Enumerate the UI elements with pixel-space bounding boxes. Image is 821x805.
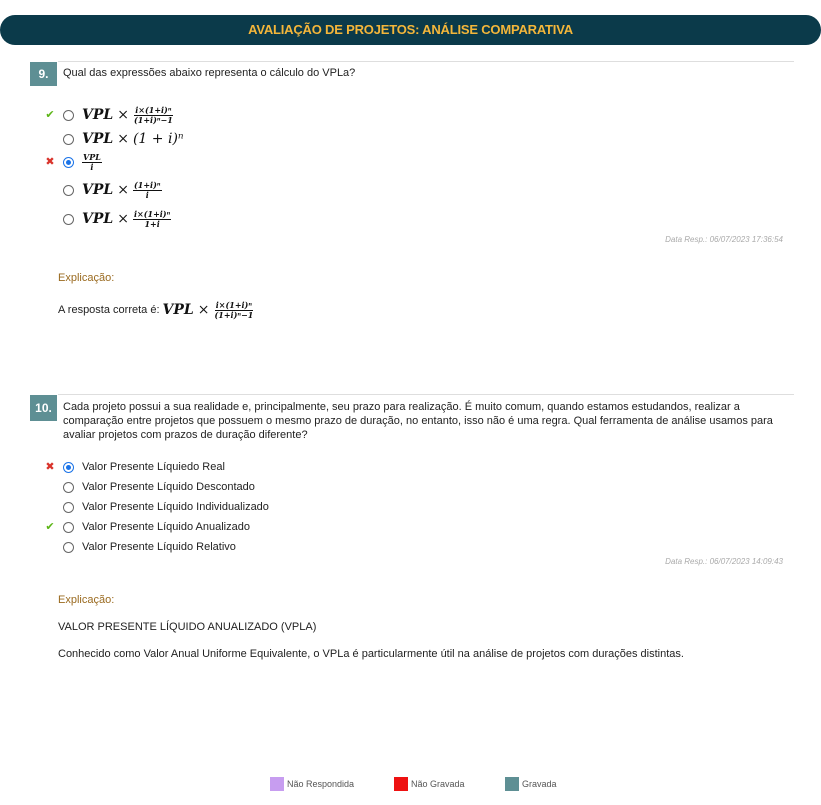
option-label: Valor Presente Líquido Descontado: [82, 481, 255, 493]
radio-button[interactable]: [63, 110, 74, 121]
radio-button[interactable]: [63, 502, 74, 513]
question-divider: [58, 61, 794, 62]
q10-option-5[interactable]: [63, 538, 236, 556]
legend-swatch: [394, 777, 408, 791]
q9-option-2[interactable]: [63, 130, 184, 148]
q10-option-1[interactable]: [63, 458, 225, 476]
explanation-text: Conhecido como Valor Anual Uniforme Equivalente, o VPLa é particularmente útil na análise de projetos com durações distintas.: [58, 648, 684, 660]
option-formula: VPL × $\frac{\text{i×(1+i)ⁿ}}{\text{(1+i)ⁿ−1}}$: [82, 104, 173, 125]
radio-button[interactable]: [63, 134, 74, 145]
question-number-badge: 10.: [30, 395, 57, 421]
radio-button-selected[interactable]: [63, 462, 74, 473]
legend-swatch: [270, 777, 284, 791]
radio-button[interactable]: [63, 522, 74, 533]
option-label: Valor Presente Líquiedo Real: [82, 461, 225, 473]
q9-option-4[interactable]: [63, 181, 162, 199]
legend-item-not-saved: Não Gravada: [394, 777, 465, 791]
radio-button[interactable]: [63, 482, 74, 493]
explanation-label: Explicação:: [58, 594, 115, 606]
explanation-answer: A resposta correta é: VPL × $\frac{\text{i×(1+i)ⁿ}}{\text{(1+i)ⁿ−1}}$: [58, 299, 254, 320]
response-date: Data Resp.: 06/07/2023 14:09:43: [665, 557, 783, 566]
correct-check-icon: ✔: [45, 109, 55, 121]
radio-button[interactable]: [63, 185, 74, 196]
option-label: Valor Presente Líquido Individualizado: [82, 501, 269, 513]
wrong-x-icon: ✖: [45, 461, 55, 473]
option-label: Valor Presente Líquido Relativo: [82, 541, 236, 553]
q10-option-2[interactable]: [63, 478, 255, 496]
legend-item-unanswered: Não Respondida: [270, 777, 354, 791]
option-label: Valor Presente Líquido Anualizado: [82, 521, 250, 533]
response-date: Data Resp.: 06/07/2023 17:36:54: [665, 235, 783, 244]
option-formula: $\frac{\text{VPL}}{i}$: [83, 151, 101, 172]
q10-option-3[interactable]: [63, 498, 269, 516]
option-formula: VPL × $\frac{\text{i×(1+i)ⁿ}}{1+i}$: [82, 208, 171, 229]
explanation-label: Explicação:: [58, 272, 115, 284]
option-formula: VPL × $\frac{\text{(1+i)ⁿ}}{i}$: [82, 179, 161, 200]
q10-option-4[interactable]: [63, 518, 250, 536]
q9-option-5[interactable]: [63, 210, 171, 228]
wrong-x-icon: ✖: [45, 156, 55, 168]
question-divider: [58, 394, 794, 395]
question-text: Cada projeto possui a sua realidade e, principalmente, seu prazo para realização. É muito comum, quando estamos estudandos, realizar a comparação entre projetos que possuem o mesmo prazo de duração, no entanto, isso não é uma regra. Qual ferramenta de análise usamos para avaliar projetos com prazos de duração diferente?: [63, 401, 773, 441]
correct-check-icon: ✔: [45, 521, 55, 533]
radio-button[interactable]: [63, 214, 74, 225]
radio-button[interactable]: [63, 542, 74, 553]
radio-button-selected[interactable]: [63, 157, 74, 168]
page-title: AVALIAÇÃO DE PROJETOS: ANÁLISE COMPARATIVA: [0, 15, 821, 45]
legend-item-saved: Gravada: [505, 777, 557, 791]
question-text: Qual das expressões abaixo representa o cálculo do VPLa?: [63, 67, 356, 79]
q9-option-1[interactable]: [63, 106, 174, 124]
explanation-title: VALOR PRESENTE LÍQUIDO ANUALIZADO (VPLA): [58, 621, 317, 633]
legend-swatch: [505, 777, 519, 791]
q9-option-3[interactable]: [63, 153, 102, 171]
option-formula: VPL × (1 + i)ⁿ: [82, 131, 184, 147]
question-number-badge: 9.: [30, 62, 57, 86]
